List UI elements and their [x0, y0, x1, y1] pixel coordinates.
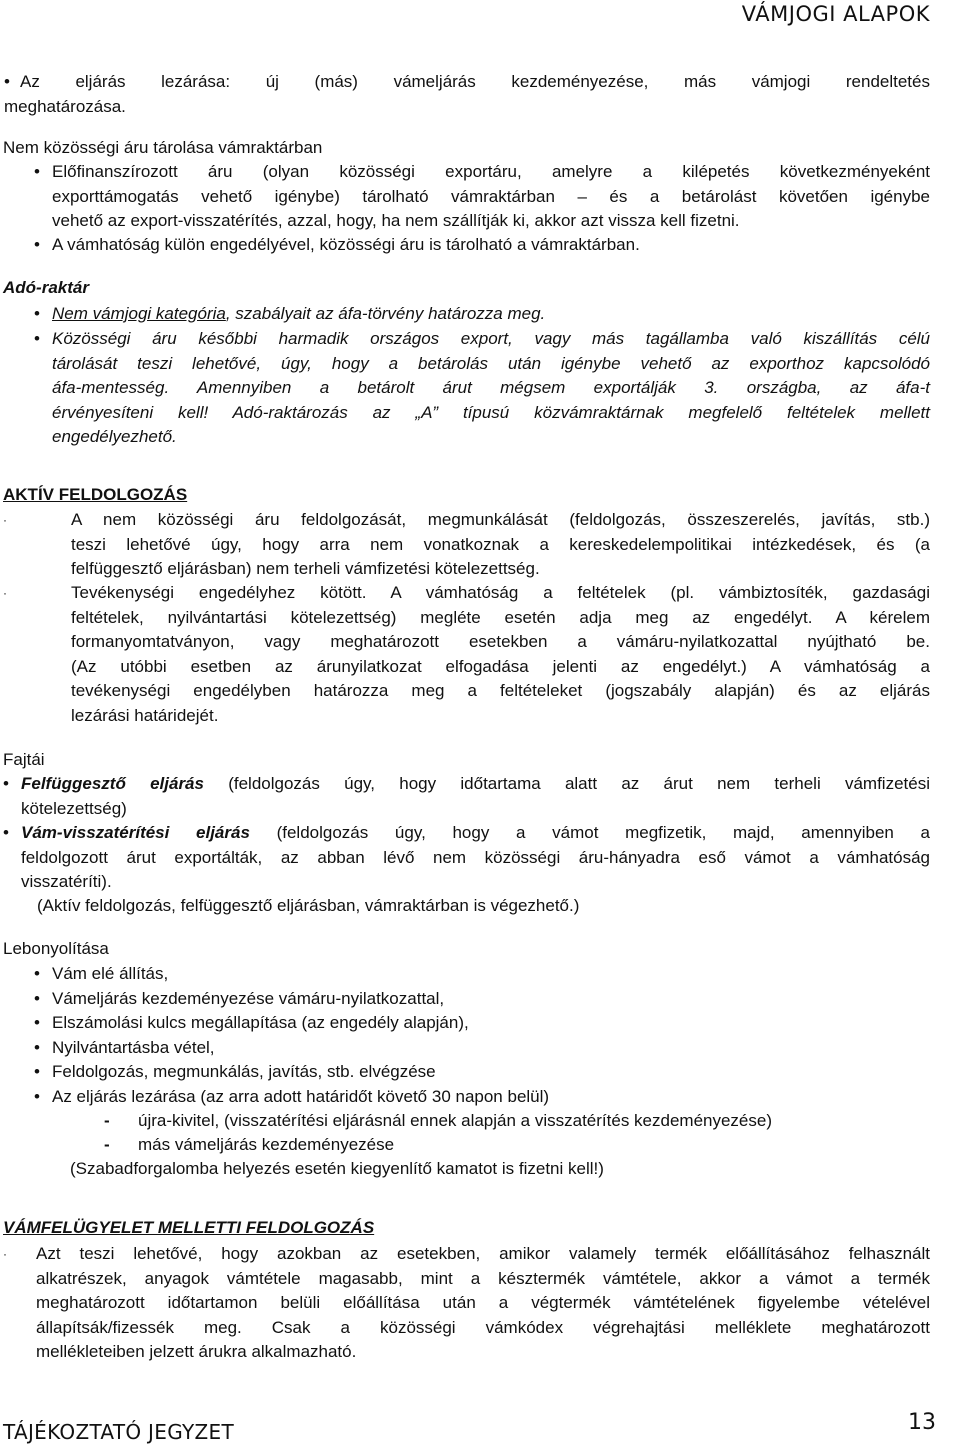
tax-warehouse-bullet-1 [34, 302, 930, 327]
bullet-dot: · [3, 513, 7, 527]
footer-title: TÁJÉKOZTATÓ JEGYZET [3, 1420, 234, 1444]
section-heading-customs-supervision: VÁMFELÜGYELET MELLETTI FELDOLGOZÁS [3, 1218, 375, 1237]
list-item: • Nyilvántartásba vétel, [34, 1036, 930, 1061]
cs-line1: Azt teszi lehetővé, hogy azokban az esetekben, amikor valamely termék előállításához felhasznált [36, 1244, 930, 1263]
bw-b1-line1: Előfinanszírozott áru (olyan közösségi exportáru, amelyre a kilépetés következményeként [52, 162, 930, 181]
section-heading-bonded-warehouse: Nem közösségi áru tárolása vámraktárban [3, 138, 323, 157]
execution-subitem-2 [104, 1133, 395, 1158]
types-bullet-2 [3, 821, 930, 895]
bw-b2-text: A vámhatóság külön engedélyével, közösségi áru is tárolható a vámraktárban. [52, 235, 640, 254]
ap-p1-line1: A nem közösségi áru feldolgozását, megmunkálását (feldolgozás, összeszerelés, javítás, stb.) [71, 510, 930, 529]
tw-b2-line2: tárolását teszi lehetővé, úgy, hogy a betárolás után igénybe vehető az exporthoz kapcsolódó [52, 353, 930, 373]
bw-b1-line2: exporttámogatás vehető igénybe) tárolható vámraktárban – és a betárolást követően igénybe [52, 186, 930, 206]
types-b1-rest: (feldolgozás úgy, hogy időtartama alatt az árut nem terheli vámfizetési [203, 774, 930, 793]
bullet-dot: • [34, 988, 40, 1008]
types-note: (Aktív feldolgozás, felfüggesztő eljárásban, vámraktárban is végezhető.) [37, 896, 580, 915]
cs-line5: mellékleteiben jelzett árukra alkalmazható. [36, 1342, 357, 1361]
bullet-dot: • [4, 72, 10, 91]
bullet-dot: • [34, 235, 40, 254]
active-processing-para-2 [3, 581, 930, 728]
types-b1-line2: kötelezettség) [21, 798, 127, 818]
dash-marker: - [104, 1111, 110, 1130]
ap-p2-line2: feltételek, nyilvántartási kötelezettség) megléte esetén adja meg az engedélyt. A kérelem [71, 607, 930, 627]
running-header: VÁMJOGI ALAPOK [741, 2, 930, 26]
bonded-warehouse-bullet-1 [34, 160, 930, 234]
ap-p2-line6: lezárási határidejét. [71, 705, 219, 725]
list-item: • Feldolgozás, megmunkálás, javítás, stb. elvégzése [34, 1060, 930, 1085]
bullet-dot: • [34, 329, 40, 348]
page-number: 13 [908, 1410, 936, 1435]
tw-b1-rest: , szabályait az áfa-törvény határozza meg. [225, 304, 546, 323]
active-processing-para-1 [3, 508, 930, 582]
suspension-procedure-term: Felfüggesztő eljárás [21, 774, 204, 793]
list-item: • Az eljárás lezárása (az arra adott határidőt követő 30 napon belül) [34, 1085, 930, 1110]
execution-list [34, 962, 930, 1109]
bonded-warehouse-bullet-2 [34, 233, 930, 258]
bw-b1-line3: vehető az export-visszatérítés, azzal, hogy, ha nem szállítják ki, akkor azt vissza kell fizetni. [52, 211, 740, 230]
ap-p2-line1: Tevékenységi engedélyhez kötött. A vámhatóság a feltételek (pl. vámbiztosíték, gazdasági [71, 583, 930, 602]
execution-note: (Szabadforgalomba helyezés esetén kiegyenlítő kamatot is fizetni kell!) [70, 1159, 604, 1178]
tw-b2-line4: érvényesíteni kell! Adó-raktározás az „A” típusú közvámraktárnak megfelelő feltételek mellett [52, 402, 930, 422]
bullet-dot: • [3, 823, 9, 842]
bullet-dot: • [34, 304, 40, 323]
bullet-dot: · [3, 1247, 7, 1261]
section-heading-active-processing: AKTÍV FELDOLGOZÁS [3, 485, 188, 504]
ap-p2-line4: (Az utóbbi esetben az árunyilatkozat elfogadása jelenti az engedélyt.) A vámhatóság a [71, 656, 930, 676]
types-b2-line2: feldolgozott árut exportálták, az abban lévő nem közösségi áru-hányadra eső vámot a vámhatóság [21, 847, 930, 867]
list-item: • Vám elé állítás, [34, 962, 930, 987]
tax-warehouse-bullet-2 [34, 327, 930, 450]
bullet-dot: • [34, 1037, 40, 1057]
closing-bullet-line2: meghatározása. [4, 96, 126, 116]
bullet-dot: • [34, 162, 40, 181]
list-item: • Elszámolási kulcs megállapítása (az engedély alapján), [34, 1011, 930, 1036]
list-item: • Vámeljárás kezdeményezése vámáru-nyilatkozattal, [34, 987, 930, 1012]
section-heading-execution: Lebonyolítása [3, 939, 109, 958]
ap-p1-line3: felfüggesztő eljárásban) nem terheli vámfizetési kötelezettség. [71, 559, 540, 578]
types-b2-line3: visszatéríti). [21, 872, 112, 891]
tw-b2-line1: Közösségi áru későbbi harmadik országos export, vagy más tagállamba való kiszállítás célú [52, 329, 930, 348]
sub2-text: más vámeljárás kezdeményezése [138, 1135, 395, 1154]
drawback-procedure-term: Vám-visszatérítési eljárás [21, 823, 250, 842]
customs-supervision-para [3, 1242, 930, 1365]
ap-p2-line3: formanyomtatványon, vagy meghatározott esetekben a vámáru-nyilatkozattal nyújtható be. [71, 632, 930, 651]
closing-bullet-line1: Az eljárás lezárása: új (más) vámeljárás kezdeményezése, más vámjogi rendeltetés [20, 72, 930, 91]
dash-marker: - [104, 1135, 110, 1154]
cs-line2: alkatrészek, anyagok vámtétele magasabb, mint a késztermék vámtétele, akkor a vámot a termék [36, 1268, 930, 1288]
cs-line3: meghatározott időtartamon belüli előállítása után a végtermék vámtételének figyelembe vételével [36, 1293, 930, 1312]
tw-b2-line3: áfa-mentesség. Amennyiben a betárolt árut mégsem exportálják 3. országba, az áfa-t [52, 378, 930, 397]
execution-subitem-1 [104, 1109, 773, 1134]
bullet-dot: • [34, 1062, 40, 1081]
not-customs-category-link: Nem vámjogi kategória [52, 304, 226, 323]
cs-line4: állapítsák/fizessék meg. Csak a közösségi vámkódex végrehajtási melléklete meghatározott [36, 1317, 930, 1337]
bullet-dot: • [34, 964, 40, 983]
bullet-dot: • [34, 1086, 40, 1106]
ap-p2-line5: tevékenységi engedélyben határozza meg a feltételeket (jogszabály alapján) és az eljárás [71, 681, 930, 700]
bullet-dot: · [3, 586, 7, 600]
closing-bullet [4, 70, 930, 119]
tw-b2-line5: engedélyezhető. [52, 427, 177, 446]
ap-p1-line2: teszi lehetővé úgy, hogy arra nem vonatkoznak a kereskedelempolitikai intézkedések, és (a [71, 534, 930, 554]
bullet-dot: • [3, 774, 9, 793]
sub1-text: újra-kivitel, (visszatérítési eljárásnál ennek alapján a visszatérítés kezdeményezése) [138, 1111, 773, 1130]
section-heading-tax-warehouse: Adó-raktár [3, 278, 89, 297]
types-bullet-1 [3, 772, 930, 821]
section-heading-types: Fajtái [3, 750, 45, 769]
types-b2-rest: (feldolgozás úgy, hogy a vámot megfizetik, majd, amennyiben a [249, 823, 930, 842]
bullet-dot: • [34, 1013, 40, 1032]
